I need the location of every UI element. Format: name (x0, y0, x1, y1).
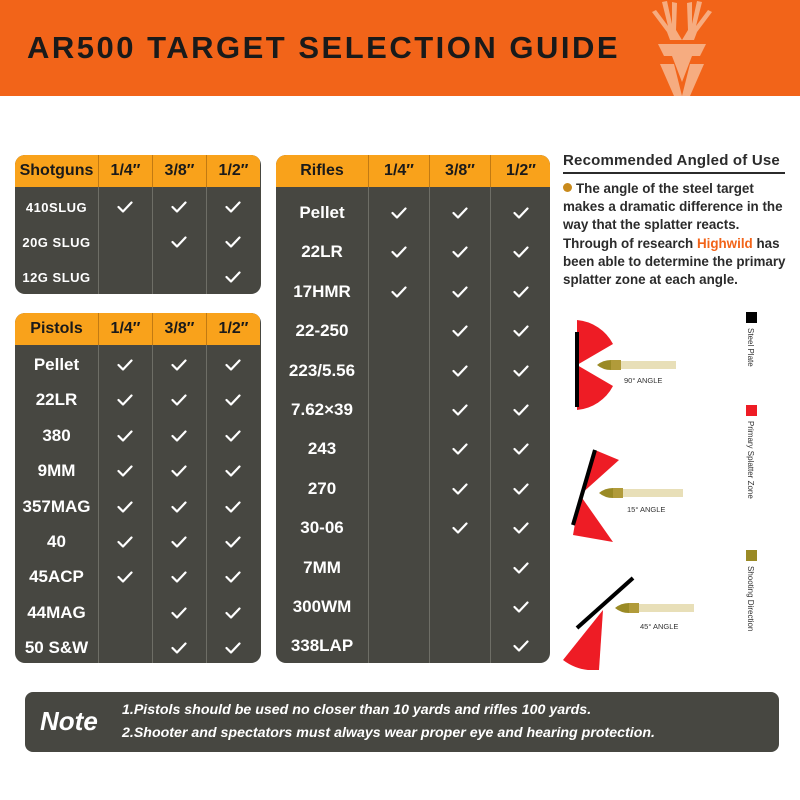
rifles-row-label: 223/5.56 (288, 360, 356, 380)
rifles-col-header: 1/2″ (490, 155, 550, 187)
pistols-col-header: 3/8″ (152, 313, 206, 345)
rifles-row-label: 7.62×39 (291, 400, 353, 419)
check-icon (117, 465, 133, 477)
check-icon (452, 522, 468, 534)
check-icon (391, 246, 407, 258)
check-icon (452, 325, 468, 337)
shotguns-col-header: 3/8″ (152, 155, 206, 187)
note-box (25, 692, 779, 752)
check-icon (225, 501, 241, 513)
pistols-row-label: 50 S&W (24, 638, 89, 658)
check-icon (391, 286, 407, 298)
check-icon (171, 394, 187, 406)
pistols-row-label: 357MAG (22, 496, 91, 516)
angle-90-diagram (575, 320, 676, 410)
check-icon (225, 430, 241, 442)
page-title: AR500 TARGET SELECTION GUIDE (27, 30, 621, 65)
check-icon (171, 465, 187, 477)
rifles-row-label: 17HMR (293, 281, 351, 301)
legend-splatter-swatch (746, 405, 757, 416)
bullet-90 (597, 360, 676, 370)
check-icon (225, 359, 241, 371)
check-icon (117, 394, 133, 406)
check-icon (117, 430, 133, 442)
shotguns-row-label: 410SLUG (25, 199, 88, 215)
rifles-row-label: 30-06 (300, 518, 344, 538)
pistols-heading: Pistols (30, 320, 83, 337)
check-icon (452, 246, 468, 258)
pistols-row-label: 22LR (35, 390, 78, 410)
check-icon (513, 246, 529, 258)
check-icon (513, 286, 529, 298)
pistols-row-label: 9MM (37, 461, 76, 481)
shotguns-col-header: 1/2″ (206, 155, 260, 187)
legend-splatter-label: Primary Splatter Zone (746, 421, 755, 499)
angle-45-label: 45° ANGLE (640, 622, 679, 631)
legend-shooting-swatch (746, 550, 757, 561)
pistols-header-row (15, 313, 260, 345)
shotguns-col-header: 1/4″ (98, 155, 152, 187)
pistols-row-label: Pellet (33, 355, 80, 374)
splatter-zone-90-bottom (577, 365, 613, 410)
check-icon (171, 607, 187, 619)
pistols-row-label: 380 (42, 425, 71, 445)
rifles-column-divider (429, 187, 430, 663)
check-icon (225, 236, 241, 248)
pistols-table (15, 313, 261, 663)
rifles-heading: Rifles (300, 162, 344, 179)
check-icon (225, 642, 241, 654)
check-icon (513, 207, 529, 219)
legend-shooting-label: Shooting Direction (746, 566, 755, 632)
check-icon (225, 571, 241, 583)
rifles-column-divider (490, 187, 491, 663)
check-icon (225, 465, 241, 477)
check-icon (117, 359, 133, 371)
legend-steel-swatch (746, 312, 757, 323)
recommend-text: The angle of the steel target makes a dramatic difference in the way that the splatter reacts. Through of research Highwild has been able to determine the primary splatter zone at each angle. (563, 181, 786, 288)
check-icon (513, 483, 529, 495)
shotguns-table (15, 155, 261, 294)
rifles-row-label: 22-250 (295, 321, 349, 341)
steel-plate-45 (577, 578, 633, 628)
rifles-table (276, 155, 550, 663)
bullet-dot-icon (563, 183, 572, 192)
check-icon (171, 536, 187, 548)
pistols-column-divider (152, 345, 153, 663)
check-icon (225, 271, 241, 283)
check-icon (225, 607, 241, 619)
recommend-title: Recommended Angled of Use (563, 152, 780, 169)
pistols-column-divider (98, 345, 99, 663)
rifles-row-label: 7MM (303, 557, 341, 577)
angle-15-label: 15° ANGLE (627, 505, 666, 514)
pistols-row-label: 40 (47, 532, 66, 551)
check-icon (513, 443, 529, 455)
note-line-2: 2.Shooter and spectators must always wear proper eye and hearing protection. (122, 725, 655, 741)
shotguns-column-divider (206, 187, 207, 294)
check-icon (171, 642, 187, 654)
rifles-row-label: 338LAP (290, 636, 354, 656)
pistols-col-header: 1/4″ (98, 313, 152, 345)
check-icon (391, 207, 407, 219)
rifles-row-label: Pellet (299, 203, 345, 222)
check-icon (171, 236, 187, 248)
check-icon (171, 571, 187, 583)
check-icon (513, 601, 529, 613)
bullet-15 (599, 488, 683, 498)
check-icon (117, 571, 133, 583)
rifles-row-label: 22LR (301, 242, 343, 262)
check-icon (452, 207, 468, 219)
rifles-column-divider (368, 187, 369, 663)
check-icon (117, 501, 133, 513)
note-label: Note (40, 706, 98, 736)
rifles-col-header: 3/8″ (429, 155, 490, 187)
check-icon (513, 640, 529, 652)
check-icon (225, 536, 241, 548)
rifles-row-label: 243 (307, 439, 337, 459)
rifles-col-header: 1/4″ (368, 155, 429, 187)
check-icon (513, 404, 529, 416)
check-icon (117, 201, 133, 213)
check-icon (225, 201, 241, 213)
check-icon (513, 365, 529, 377)
check-icon (171, 430, 187, 442)
check-icon (117, 536, 133, 548)
check-icon (513, 325, 529, 337)
shotguns-column-divider (152, 187, 153, 294)
check-icon (452, 404, 468, 416)
check-icon (513, 522, 529, 534)
angle-diagrams (555, 310, 755, 670)
legend-steel-label: Steel Plate (746, 328, 755, 367)
rifles-header-row (276, 155, 550, 187)
bullet-45 (615, 603, 694, 613)
shotguns-heading: Shotguns (19, 162, 94, 179)
shotguns-row-label: 12G SLUG (22, 269, 91, 285)
check-icon (171, 501, 187, 513)
splatter-zone-90-top (577, 320, 613, 365)
check-icon (171, 201, 187, 213)
note-line-1: 1.Pistols should be used no closer than 10 yards and rifles 100 yards. (122, 702, 592, 718)
check-icon (171, 359, 187, 371)
header-banner (0, 0, 800, 96)
check-icon (452, 443, 468, 455)
shotguns-column-divider (98, 187, 99, 294)
brand-name: Highwild (696, 235, 753, 251)
shotguns-row-label: 20G SLUG (22, 234, 91, 250)
check-icon (452, 365, 468, 377)
rifles-row-label: 300WM (292, 597, 352, 616)
pistols-row-label: 44MAG (27, 602, 86, 622)
splatter-zone-45 (563, 610, 603, 670)
check-icon (452, 286, 468, 298)
rifles-row-label: 270 (307, 478, 337, 498)
deer-antler-logo (612, 0, 752, 96)
check-icon (513, 562, 529, 574)
pistols-column-divider (206, 345, 207, 663)
recommend-underline (563, 172, 785, 174)
pistols-col-header: 1/2″ (206, 313, 260, 345)
check-icon (225, 394, 241, 406)
shotguns-header-row (15, 155, 260, 187)
angle-15-diagram (573, 450, 683, 542)
check-icon (452, 483, 468, 495)
angle-90-label: 90° ANGLE (624, 376, 663, 385)
pistols-row-label: 45ACP (29, 567, 84, 587)
steel-plate-90 (575, 332, 579, 407)
